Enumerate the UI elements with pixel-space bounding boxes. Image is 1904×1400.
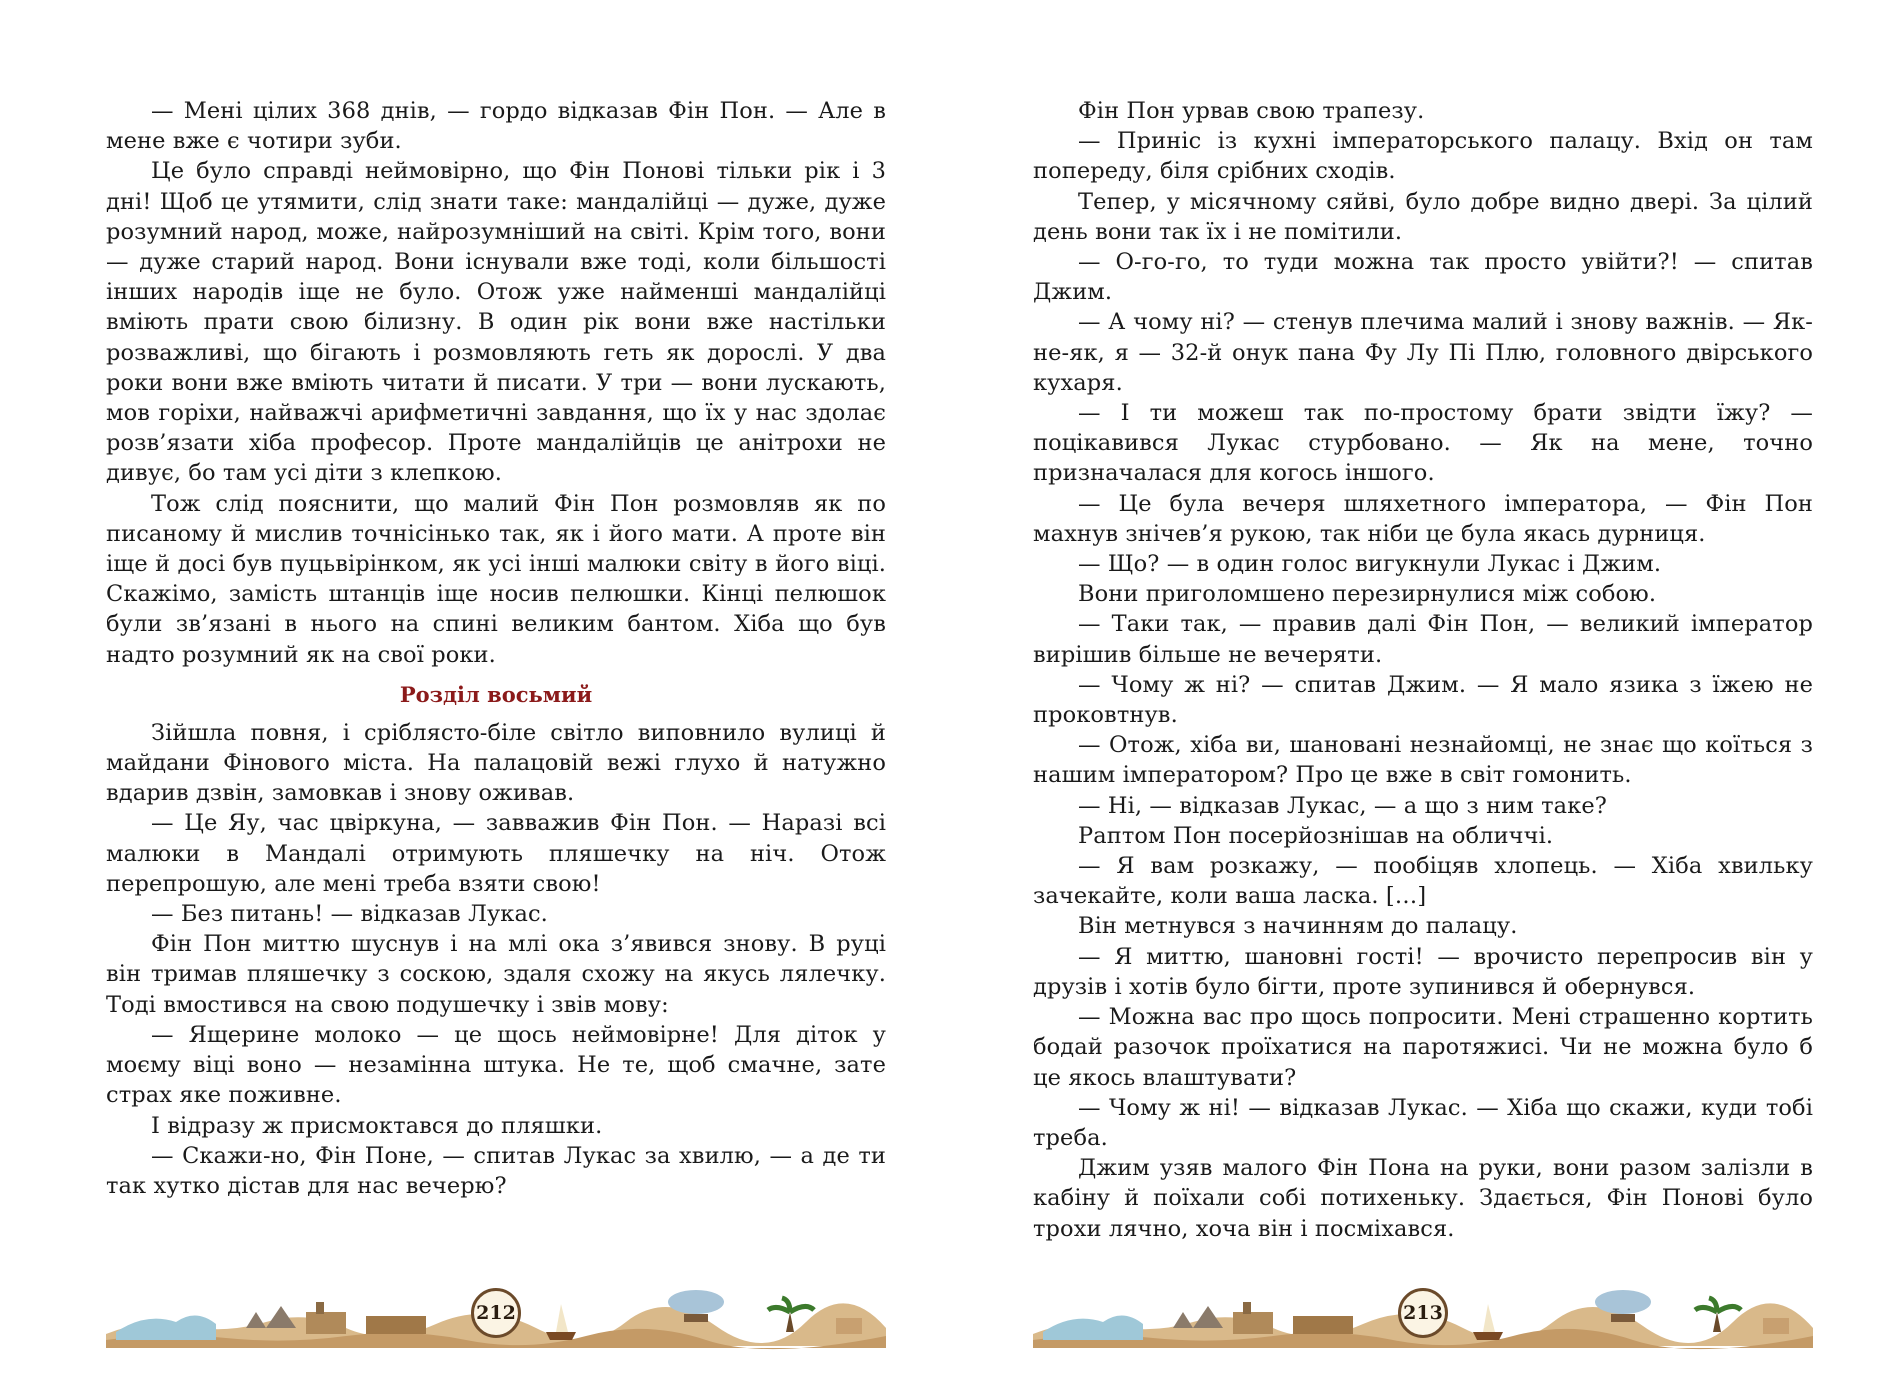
- paragraph: — Це була вечеря шляхетного імператора, — Фін Пон махнув знічев’я рукою, так ніби це була якась дурниця.: [1033, 490, 1813, 547]
- paragraph: — Я миттю, шановні гості! — врочисто перепросив він у друзів і хотів було бігти, проте зупинився й обернувся.: [1033, 943, 1813, 1000]
- page-number: 212: [471, 1288, 521, 1338]
- paragraph: І відразу ж присмоктався до пляшки.: [151, 1112, 603, 1139]
- paragraph: Раптом Пон посерйознішав на обличчі.: [1078, 822, 1554, 849]
- paragraph: — Ящерине молоко — це щось неймовірне! Для діток у моєму віці воно — незамінна штука. Не те, щоб смачне, зате страх яке поживне.: [106, 1021, 886, 1109]
- paragraph: — Чому ж ні! — відказав Лукас. — Хіба що скажи, куди тобі треба.: [1033, 1094, 1813, 1151]
- paragraph: Зійшла повня, і сріблясто-біле світло виповнило вулиці й майдани Фінового міста. На палацовій вежі глухо й натужно вдарив дзвін, замовкав і знову оживав.: [106, 719, 886, 807]
- paragraph: — Таки так, — правив далі Фін Пон, — великий імператор вирішив більше не вечеряти.: [1033, 611, 1813, 668]
- paragraph: Фін Пон миттю шуснув і на млі ока з’явився знову. В руці він тримав пляшечку з соскою, здаля схожу на якусь лялечку. Тоді вмостився на свою подушечку і звів мову:: [106, 931, 886, 1018]
- paragraph: — Що? — в один голос вигукнули Лукас і Джим.: [1078, 551, 1662, 578]
- paragraph: — Без питань! — відказав Лукас.: [151, 901, 548, 928]
- paragraph: — Отож, хіба ви, шановані незнайомці, не знає що коїться з нашим імператором? Про це вже в світ гомонить.: [1033, 732, 1813, 789]
- paragraph: — А чому ні? — стенув плечима малий і знову важнів. — Як-не-як, я — 32-й онук пана Фу Лу Пі Плю, головного двірського кухаря.: [1033, 309, 1813, 396]
- paragraph: Він метнувся з начинням до палацу.: [1078, 913, 1518, 940]
- paragraph: — Можна вас про щось попросити. Мені страшенно кортить бодай разочок проїхатися на паротяжисі. Чи не можна було б це якось влаштувати?: [1033, 1004, 1813, 1091]
- paragraph: — Я вам розкажу, — пообіцяв хлопець. — Хіба хвильку зачекайте, коли ваша ласка. […]: [1033, 853, 1813, 910]
- paragraph: — О-го-го, то туди можна так просто увійти?! — спитав Джим.: [1033, 249, 1813, 306]
- paragraph: — Скажи-но, Фін Поне, — спитав Лукас за хвилю, — а де ти так хутко дістав для нас вечерю?: [106, 1142, 886, 1199]
- paragraph: — І ти можеш так по-простому брати звідти їжу? — поцікавився Лукас стурбовано. — Як на мене, точно призначалася для когось іншого.: [1033, 400, 1813, 487]
- chapter-title: Розділ восьмий: [399, 681, 593, 707]
- right-page: [1033, 96, 1813, 1244]
- paragraph: — Це Яу, час цвіркуна, — завважив Фін Пон. — Наразі всі малюки в Мандалі отримують пляшечку на ніч. Отож перепрошую, але мені треба взяти свою!: [106, 810, 886, 897]
- paragraph: — Приніс із кухні імператорського палацу. Вхід он там попереду, біля срібних сходів.: [1033, 128, 1813, 185]
- paragraph: Тож слід пояснити, що малий Фін Пон розмовляв як по писаному й мислив точнісінько так, як і його мати. А проте він іще й досі був пуцьвірінком, як усі інші малюки світу в його віці. Скажімо, замість штанців іще носив пелюшки. Кінці пелюшок були зв’язані в нього на спині великим бантом. Хіба що був надто розумний як на свої роки.: [106, 490, 886, 668]
- footer-banner-right: [1033, 1282, 1813, 1350]
- paragraph: — Мені цілих 368 днів, — гордо відказав Фін Пон. — Але в мене вже є чотири зуби.: [106, 98, 886, 155]
- paragraph: Тепер, у місячному сяйві, було добре видно двері. За цілий день вони так їх і не помітили.: [1033, 188, 1813, 245]
- paragraph: Вони приголомшено перезирнулися між собою.: [1078, 581, 1657, 608]
- paragraph: Джим узяв малого Фін Пона на руки, вони разом залізли в кабіну й поїхали собі потихеньку. Здається, Фін Понові було трохи лячно, хоча він і посміхався.: [1033, 1155, 1813, 1242]
- paragraph: — Чому ж ні? — спитав Джим. — Я мало язика з їжею не проковтнув.: [1033, 671, 1813, 729]
- paragraph: — Ні, — відказав Лукас, — а що з ним таке?: [1078, 792, 1607, 819]
- paragraph: Це було справді неймовірно, що Фін Понові тільки рік і 3 дні! Щоб це утямити, слід знати таке: мандалійці — дуже, дуже розумний народ, може, найрозумніший на світі. Крім того, вони — дуже старий народ. Вони існували вже тоді, коли більшості інших народів іще не було. Отож уже найменші мандалійці вміють прати свою білизну. В один рік вони вже настільки розважливі, що бігають і розмовляють геть як дорослі. У два роки вони вже вміють читати й писати. У три — вони лускають, мов горіхи, найважчі арифметичні завдання, що їх у нас здолає розв’язати хіба професор. Проте мандалійців це анітрохи не дивує, бо там усі діти з клепкою.: [106, 158, 886, 487]
- footer-banner-left: [106, 1282, 886, 1350]
- paragraph: Фін Пон урвав свою трапезу.: [1078, 98, 1425, 124]
- page-number: 213: [1398, 1288, 1448, 1338]
- left-page: [106, 96, 886, 1201]
